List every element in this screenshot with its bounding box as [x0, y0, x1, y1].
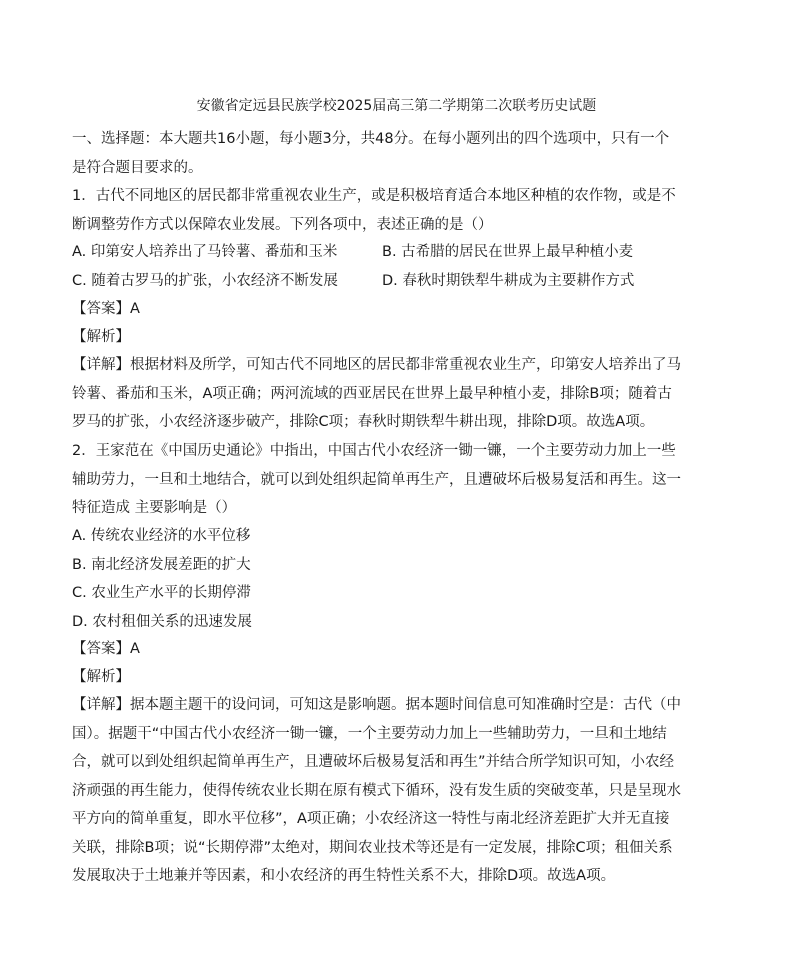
q1-analysis-label: 【解析】 [72, 329, 130, 345]
q1-option-d: D. 春秋时期铁犁牛耕成为主要耕作方式 [382, 272, 635, 289]
q2-detail: 【详解】据本题主题干的设问词，可知这是影响题。据本题时间信息可知准确时空是：古代（中国）。据题干“中国古代小农经济一锄一镰，一个主要劳动力加上一些辅助劳力，一旦和土地结合，就可以到处组织起简单再生产，且遭破坏后极易复活和再生”并结合所学知识可知，小农经济顽强的再生能力，使得传统农业长期在原有模式下循环，没有发生质的突破变革，只是呈现水平方向的简单重复，即水平位移”，A项正确；小农经济这一特性与南北经济差距扩大并无直接关联，排除B项；说“长期停滞”太绝对，期间农业技术等还是有一定发展，排除C项；租佃关系发展取决于土地兼并等因素，和小农经济的再生特性关系不大，排除D项。故选A项。 [72, 697, 681, 884]
q2-analysis-label: 【解析】 [72, 669, 130, 685]
q2-option-b: B. 南北经济发展差距的扩大 [72, 556, 251, 573]
q2-answer: 【答案】A [72, 641, 140, 657]
q1-detail: 【详解】根据材料及所学，可知古代不同地区的居民都非常重视农业生产，印第安人培养出了马铃薯、番茄和玉米，A项正确；两河流域的西亚居民在世界上最早种植小麦，排除B项；随着古罗马的扩张，小农经济逐步破产，排除C项；春秋时期铁犁牛耕出现，排除D项。故选A项。 [72, 357, 681, 430]
q2-option-c: C. 农业生产水平的长期停滞 [72, 585, 251, 601]
section-instruction: 一、选择题：本大题共16小题，每小题3分，共48分。在每小题列出的四个选项中，只有一个是符合题目要求的。 [72, 131, 670, 176]
q2-option-d: D. 农村租佃关系的迅速发展 [72, 613, 252, 630]
q1-answer: 【答案】A [72, 301, 140, 317]
document-title: 安徽省定远县民族学校2025届高三第二学期第二次联考历史试题 [196, 98, 597, 114]
question-1-stem: 1．古代不同地区的居民都非常重视农业生产，或是积极培育适合本地区种植的农作物，或是不断调整劳作方式以保障农业发展。下列各项中，表述正确的是（） [72, 188, 676, 233]
q1-option-b: B. 古希腊的居民在世界上最早种植小麦 [382, 244, 634, 260]
question-1-options [72, 238, 692, 295]
q2-option-a: A. 传统农业经济的水平位移 [72, 528, 251, 544]
question-2-options [72, 522, 692, 636]
question-2-stem: 2．王家范在《中国历史通论》中指出，中国古代小农经济一锄一镰，一个主要劳动力加上一些辅助劳力，一旦和土地结合，就可以到处组织起简单再生产，且遭破坏后极易复活和再生。这一特征造成 主要影响是（） [72, 443, 681, 516]
q1-option-c: C. 随着古罗马的扩张，小农经济不断发展 [72, 272, 338, 289]
q1-option-a: A. 印第安人培养出了马铃薯、番茄和玉米 [72, 244, 338, 260]
